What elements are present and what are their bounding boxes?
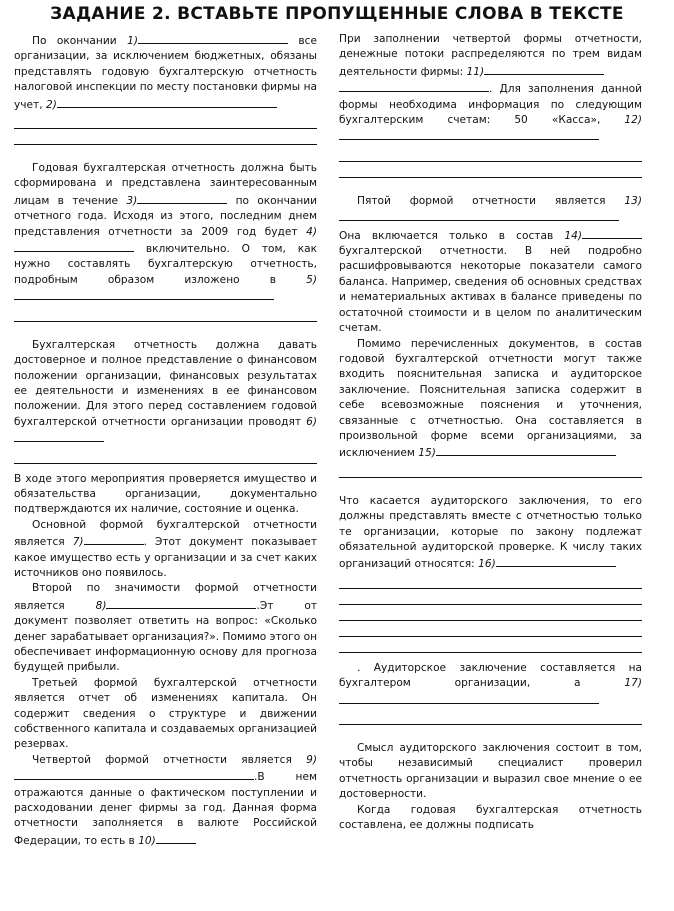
paragraph [339,80,642,146]
paragraph [14,472,317,518]
blank-number: 6) [306,415,317,428]
text: . Для заполнения данной формы необходима информация по следующим бухгалтерским счетам: 50 «Касса», [339,83,642,127]
paragraph [339,494,642,573]
blank-field-11-cont[interactable] [339,80,489,92]
blank-line[interactable] [339,621,642,637]
blank-line[interactable] [14,113,317,129]
blank-number: 13) [624,194,642,207]
blank-field-7[interactable] [84,533,144,545]
blank-number: 3) [126,194,138,207]
text: Третьей формой бухгалтерской отчетности является отчет об изменениях капитала. Он содержит сведения о структуре и движении собственного капитала и создаваемых организацией резервах. [14,676,317,751]
text: Помимо перечисленных документов, в состав годовой бухгалтерской отчетности могут также входить пояснительная записка и аудиторское заключение. Пояснительная записка содержит в себе всевозможные пояснения и уточнения, связанные с отчетностью. Она составляется в произвольной форме всеми организациями, за исключением [339,337,642,460]
page-title: ЗАДАНИЕ 2. ВСТАВЬТЕ ПРОПУЩЕННЫЕ СЛОВА В ТЕКСТЕ [50,4,624,24]
text: Что касается аудиторского заключения, то его должны представлять вместе с отчетностью только те организации, которые по закону подлежат обязательной аудиторской проверке. К числу таких организаций относятся: [339,494,642,571]
text: По окончании [32,35,117,47]
text: При заполнении четвертой формы отчетности, денежные потоки распределяются по трем видам деятельности фирмы: [339,33,642,78]
blank-field-13[interactable] [339,209,619,221]
paragraph [339,803,642,834]
blank-line[interactable] [14,448,317,464]
blank-line[interactable] [14,306,317,322]
paragraph [14,753,317,849]
text: все организации, за исключением бюджетных, обязаны представлять годовую бухгалтерскую отчетность налоговой инспекции по месту постановки фирмы на учет, [14,35,317,111]
text: . Аудиторское заключение составляется на бухгалтером организации, а [339,661,642,690]
blank-number: 5) [306,273,317,286]
text: Четвертой формой отчетности является [32,753,292,766]
blank-number: 14) [564,229,582,242]
paragraph [339,32,642,80]
blank-field-14[interactable] [582,227,642,239]
paragraph [14,676,317,753]
blank-number: 9) [306,753,317,766]
blank-field-17[interactable] [339,692,599,704]
text: Когда годовая бухгалтерская отчетность составлена, ее должны подписать [339,803,642,832]
blank-number: 1) [127,35,138,47]
paragraph [339,741,642,803]
blank-field-11[interactable] [484,63,604,75]
text: по окончании отчетного года. Исходя из этого, последним днем представления отчетности за 2009 год будет [14,194,318,238]
paragraph [14,581,317,675]
text: . Этот документ показывает какое имущество есть у организации и за счет каких источников оно появилось. [14,536,317,579]
blank-number: 15) [418,447,436,460]
text: .В нем отражаются данные о фактическом поступлении и расходовании денег фирмы за год. Данная форма отчетности заполняется в валюте Российской Федерации, то есть в [14,771,317,847]
blank-field-15[interactable] [436,444,616,456]
blank-line[interactable] [339,637,642,653]
text: включительно. О том, как нужно составлять бухгалтерскую отчетность, подробным образом изложено в [14,243,317,286]
text: Основной формой бухгалтерской отчетности является [14,518,317,549]
blank-number: 7) [72,536,84,549]
text: Смысл аудиторского заключения состоит в том, чтобы независимый специалист проверил отчетность организации и выразил свое мнение о ее достоверности. [339,742,642,801]
blank-field-12[interactable] [339,128,599,140]
text: Годовая бухгалтерская отчетность должна быть сформирована и представлена заинтересованным лицам в течение [14,162,317,207]
blank-field-8[interactable] [106,597,256,609]
blank-number: 4) [306,225,317,238]
text: .Эт от документ позволяет ответить на вопрос: «Сколько денег зарабатывает организация?». Помимо этого он обеспечивает информационную основу для прогноза будущей прибыли. [14,599,317,674]
paragraph [339,194,642,337]
text: бухгалтерской отчетности. В ней подробно расшифровываются некоторые показатели самого баланса. Например, сведения об основных средствах и нематериальных активах в балансе приведены по остаточной стоимости и в целом по аналитическим счетам. [339,245,642,335]
blank-number: 12) [624,114,642,127]
blank-number: 8) [95,599,107,612]
blank-number: 16) [478,558,496,571]
paragraph [339,337,642,462]
paragraph [14,161,317,306]
blank-field-16[interactable] [496,555,616,567]
blank-line[interactable] [339,462,642,478]
blank-field-3[interactable] [137,192,227,204]
blank-field-4[interactable] [14,240,134,252]
blank-number: 2) [45,98,57,111]
paragraph [14,338,317,448]
text: В ходе этого мероприятия проверяется имущество и обязательства организации, документально подтверждаются их наличие, состояние и оценка. [14,472,317,516]
blank-field-1[interactable] [138,32,288,44]
blank-field-2[interactable] [57,96,277,108]
blank-line[interactable] [339,162,642,178]
paragraph [14,32,317,113]
blank-field-5[interactable] [14,288,274,300]
text: Пятой формой отчетности является [357,194,606,207]
text: Второй по значимости формой отчетности является [14,582,317,612]
blank-field-9[interactable] [14,768,254,780]
blank-number: 10) [138,834,156,847]
right-column [339,32,642,833]
text: Она включается только в состав [339,229,554,242]
paragraph [339,661,642,709]
paragraph [14,518,317,582]
left-column [14,32,317,849]
blank-line[interactable] [339,573,642,589]
blank-line[interactable] [339,589,642,605]
blank-number: 17) [624,677,643,690]
blank-line[interactable] [339,146,642,162]
blank-number: 11) [466,65,485,78]
blank-line[interactable] [339,709,642,725]
blank-field-6[interactable] [14,430,104,442]
blank-field-10[interactable] [156,832,196,844]
blank-line[interactable] [339,605,642,621]
blank-line[interactable] [14,129,317,145]
text: Бухгалтерская отчетность должна давать достоверное и полное представление о финансовом положении организации, финансовых результатах ее деятельности и изменениях в ее финансовом положении. Для этого перед составлением годовой бухгалтерской отчетности организации проводят [14,338,317,428]
